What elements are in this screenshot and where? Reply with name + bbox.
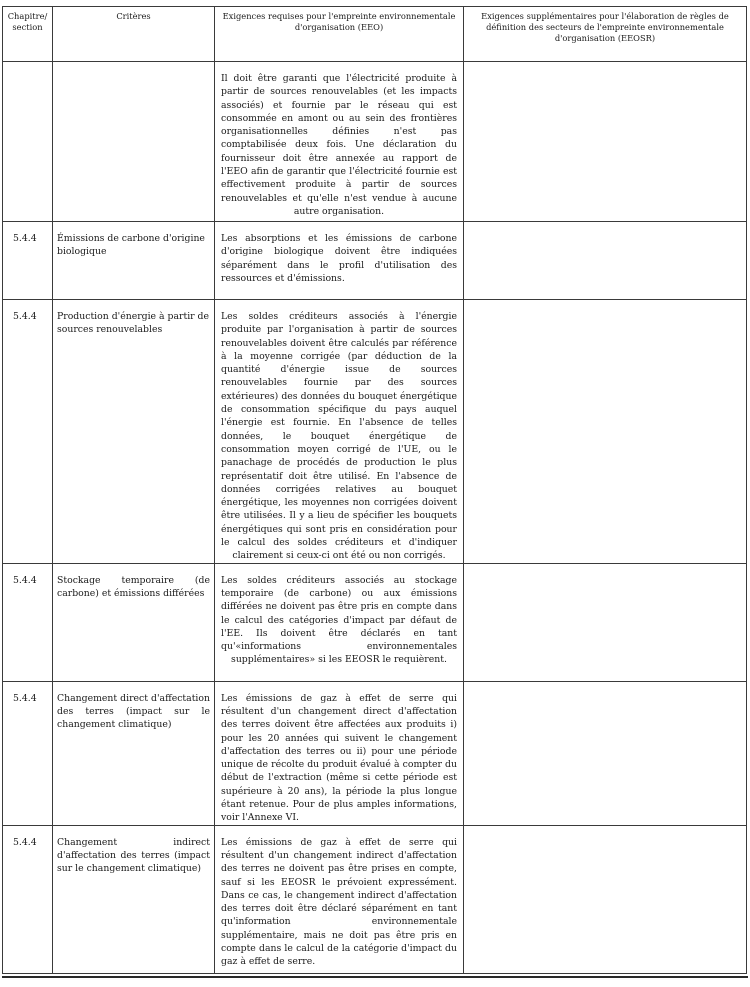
- requirement-text: Les absorptions et les émissions de carbone d'origine biologique doivent être indiquées séparément dans le profil d'utilisation des ressources et d'émissions.: [221, 233, 457, 284]
- header-chapter-section: Chapitre/ section: [3, 7, 53, 62]
- section-number: 5.4.4: [13, 574, 37, 586]
- bottom-rule: [2, 976, 748, 978]
- criterion-cell: [53, 563, 215, 681]
- criterion-cell: [53, 62, 215, 222]
- requirement-cell: [215, 825, 464, 973]
- section-number: [13, 62, 48, 72]
- requirement-cell: [215, 222, 464, 300]
- header-eeosr-supplementary: Exigences supplémentaires pour l'élaboration de règles de définition des secteurs de l'empreinte environnementale d'organisation (EEOSR): [464, 7, 747, 62]
- requirement-cell: [215, 300, 464, 564]
- requirement-cell: [215, 681, 464, 825]
- supplementary-cell: [464, 62, 747, 222]
- section-number: 5.4.4: [13, 233, 37, 244]
- document-page: [2, 6, 746, 974]
- supplementary-cell: [464, 825, 747, 973]
- requirement-text: Les émissions de gaz à effet de serre qui résultent d'un changement direct d'affectation des terres doivent être affectées aux produits i) pour les 20 années qui suivent le changement d'affectation des terres ou ii) pour une période unique de récolte du produit évalué à compter du début de l'extraction (même si cette période est supérieure à 20 ans), la période la plus longue étant retenue. Pour de plus amples informations, voir l'Annexe VI.: [221, 692, 457, 824]
- criterion-cell: [53, 300, 215, 564]
- supplementary-text: [468, 300, 742, 310]
- section-number: 5.4.4: [13, 692, 37, 704]
- criterion-cell: [53, 825, 215, 973]
- table-row: [3, 563, 747, 681]
- table-header: [3, 7, 747, 62]
- requirement-text: Il doit être garanti que l'électricité produite à partir de sources renouvelables (et les impacts associés) et fournie par le réseau qui est consommée en amont ou au sein des frontières organisationnelles définies n'est pas comptabilisée deux fois. Une déclaration du fournisseur doit être annexée au rapport de l'EEO afin de garantir que l'électricité fournie est effectivement produite à partir de sources renouvelables et qu'elle n'est vendue à aucune autre organisation.: [221, 73, 457, 217]
- supplementary-text: [468, 222, 742, 232]
- criterion-cell: [53, 681, 215, 825]
- supplementary-cell: [464, 563, 747, 681]
- section-cell: [3, 300, 53, 564]
- criterion-text: Production d'énergie à partir de sources renouvelables: [57, 311, 210, 336]
- supplementary-text: [468, 826, 742, 836]
- table-row: [3, 681, 747, 825]
- criterion-text: Stockage temporaire (de carbone) et émissions différées: [57, 574, 210, 599]
- requirement-text: Les soldes créditeurs associés au stockage temporaire (de carbone) ou aux émissions différées ne doivent pas être pris en compte dans le calcul des catégories d'impact par défaut de l'EE. Ils doivent être déclarés en tant qu'«informations environnementales supplémentaires» si les EEOSR le requièrent.: [221, 574, 457, 666]
- table-row: [3, 222, 747, 300]
- requirement-text: Les émissions de gaz à effet de serre qui résultent d'un changement indirect d'affectation des terres ne doivent pas être prises en compte, sauf si les EEOSR le prévoient expressément. Dans ce cas, le changement indirect d'affectation des terres doit être déclaré séparément en tant qu'information environnementale supplémentaire, mais ne doit pas être pris en compte dans le calcul de la catégorie d'impact du gaz à effet de serre.: [221, 836, 457, 968]
- criterion-text: Changement indirect d'affectation des terres (impact sur le changement climatique): [57, 836, 210, 875]
- supplementary-cell: [464, 300, 747, 564]
- section-cell: [3, 681, 53, 825]
- header-eeo-requirements: Exigences requises pour l'empreinte environnementale d'organisation (EEO): [215, 7, 464, 62]
- supplementary-text: [468, 564, 742, 574]
- criteria-table: [2, 6, 747, 974]
- requirement-text: Les soldes créditeurs associés à l'énergie produite par l'organisation à partir de sources renouvelables doivent être calculés par référence à la moyenne corrigée (par déduction de la quantité d'énergie issue de sources renouvelables fournie par des sources extérieures) des données du bouquet énergétique de consommation spécifique du pays auquel l'énergie est fournie. En l'absence de telles données, le bouquet énergétique de consommation moyen corrigé de l'UE, ou le panachage de procédés de production le plus représentatif doit être utilisé. En l'absence de données corrigées relatives au bouquet énergétique, les moyennes non corrigées doivent être utilisées. Il y a lieu de spécifier les bouquets énergétiques qui sont pris en considération pour le calcul des soldes créditeurs et d'indiquer clairement si ceux-ci ont été ou non corrigés.: [221, 311, 457, 562]
- section-number: 5.4.4: [13, 311, 37, 322]
- requirement-cell: [215, 62, 464, 222]
- supplementary-cell: [464, 681, 747, 825]
- table-row: [3, 825, 747, 973]
- section-cell: [3, 222, 53, 300]
- criterion-text: Émissions de carbone d'origine biologique: [57, 233, 205, 258]
- criterion-text: [57, 62, 210, 72]
- supplementary-cell: [464, 222, 747, 300]
- header-criteria: Critères: [53, 7, 215, 62]
- table-row: [3, 62, 747, 222]
- section-cell: [3, 563, 53, 681]
- requirement-cell: [215, 563, 464, 681]
- supplementary-text: [468, 682, 742, 692]
- section-cell: [3, 825, 53, 973]
- criterion-text: Changement direct d'affectation des terres (impact sur le changement climatique): [57, 692, 210, 731]
- table-row: [3, 300, 747, 564]
- supplementary-text: [468, 62, 742, 72]
- section-number: 5.4.4: [13, 836, 37, 848]
- section-cell: [3, 62, 53, 222]
- criterion-cell: [53, 222, 215, 300]
